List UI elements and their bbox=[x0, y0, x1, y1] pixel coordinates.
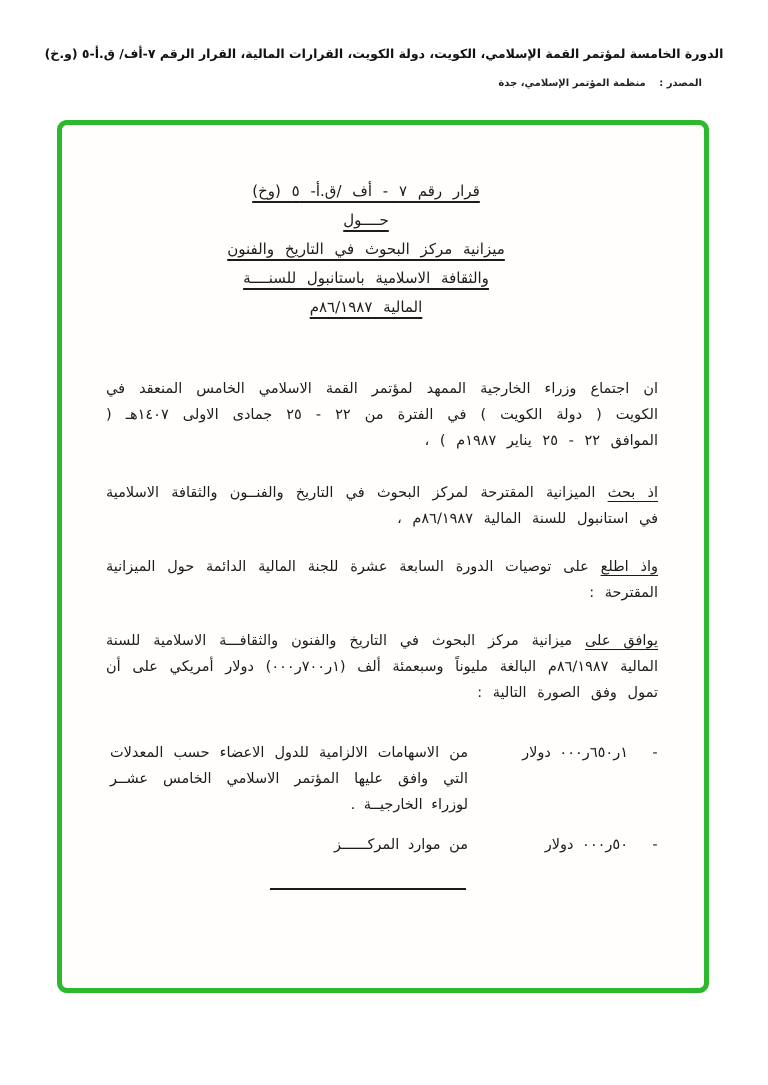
title-line-subject-2: والثقافة الاسلامية باستانبول للسنــــة bbox=[243, 269, 489, 287]
paragraph-lead: يوافق على bbox=[584, 633, 658, 649]
paragraph-lead: اذ بحث bbox=[607, 485, 658, 501]
funding-item-centre-resources bbox=[106, 832, 658, 858]
paragraph-text: على توصيات الدورة السابعة عشرة للجنة المالية الدائمة حول الميزانية المقترحة : bbox=[106, 559, 658, 601]
item-amount-group bbox=[468, 832, 628, 858]
paragraph-having-examined bbox=[106, 480, 658, 532]
item-amount-group bbox=[468, 740, 628, 818]
resolution-title-block bbox=[227, 177, 505, 322]
item-amount: ٥٠ر٠٠٠ bbox=[582, 837, 628, 853]
item-description: من الاسهامات الالزامية للدول الاعضاء حسب المعدلات التي وافق عليها المؤتمر الاسلامي الخامس عشــر لوزراء الخارجيــة . bbox=[110, 745, 468, 813]
item-description: من موارد المركــــــز bbox=[334, 837, 468, 853]
item-dash: - bbox=[652, 837, 658, 853]
paragraph-text: الميزانية المقترحة لمركز البحوث في التاريخ والفنــون والثقافة الاسلامية في استانبول للسنة المالية ٨٦/١٩٨٧م ، bbox=[106, 485, 658, 527]
item-currency: دولار bbox=[522, 745, 551, 761]
item-currency: دولار bbox=[544, 837, 574, 853]
paragraph-text: ان اجتماع وزراء الخارجية الممهد لمؤتمر القمة الاسلامي الخامس المنعقد في الكويت ( دولة الكويت ) في الفترة من ٢٢ - ٢٥ جمادى الاولى ١٤٠٧هـ ( الموافق ٢٢ - ٢٥ يناير ١٩٨٧م ) ، bbox=[106, 381, 658, 449]
paragraph-text: ميزانية مركز البحوث في التاريخ والفنون والثقافـــة الاسلامية للسنة المالية ٨٦/١٩٨٧م البالغة مليوناً وسبعمئة ألف (١ر٧٠٠ر٠٠٠) دولار أمريكي على أن تمول وفق الصورة التالية : bbox=[106, 633, 658, 701]
source-line bbox=[498, 78, 702, 89]
citation-header: الدورة الخامسة لمؤتمر القمة الإسلامي، الكويت، دولة الكويت، القرارات المالية، القرار الرقم ٧-أف/ ق.أ-٥ (و.خ) bbox=[44, 46, 724, 61]
paragraph-preamble bbox=[106, 376, 658, 454]
item-dash: - bbox=[652, 745, 658, 761]
source-label: المصدر : bbox=[659, 78, 702, 89]
paragraph-lead: واذ اطلع bbox=[600, 559, 658, 575]
item-amount: ١ر٦٥٠ر٠٠٠ bbox=[559, 745, 628, 761]
funding-item-contributions bbox=[106, 740, 658, 818]
document-body bbox=[62, 125, 704, 890]
title-line-resolution-number: قرار رقم ٧ - أف /ق.أ- ٥ (وخ) bbox=[252, 182, 480, 200]
title-line-hawla: حــــول bbox=[343, 211, 389, 229]
footer-rule bbox=[270, 888, 466, 890]
paragraph-approves bbox=[106, 628, 658, 706]
paragraph-having-noted bbox=[106, 554, 658, 606]
funding-sources-list bbox=[106, 740, 658, 858]
title-line-fiscal-year: المالية ٨٦/١٩٨٧م bbox=[309, 298, 423, 316]
document-frame bbox=[57, 120, 709, 993]
source-value: منظمة المؤتمر الإسلامي، جدة bbox=[498, 78, 646, 89]
title-line-subject-1: ميزانية مركز البحوث في التاريخ والفنون bbox=[227, 240, 505, 258]
